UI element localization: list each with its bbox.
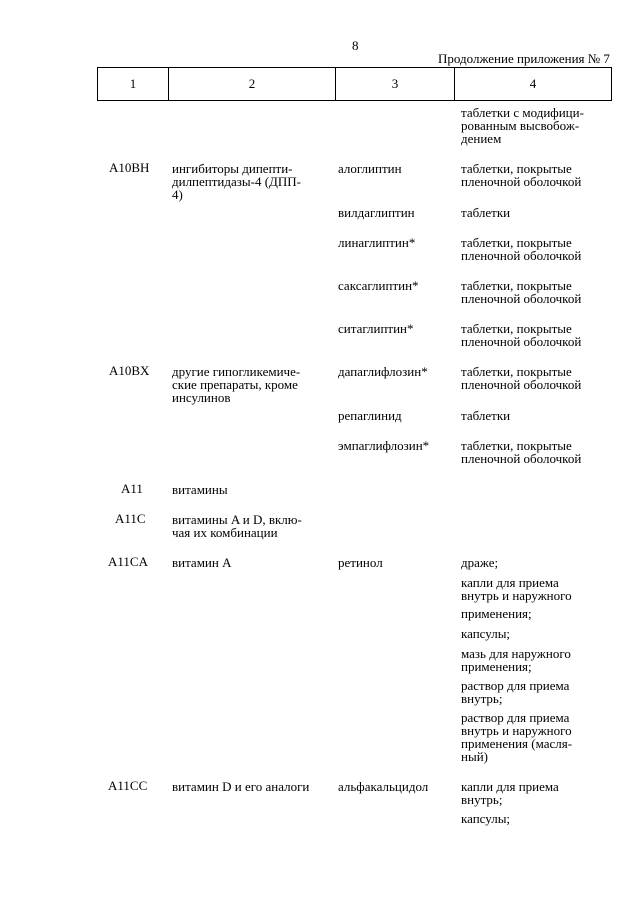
form-line: капли для приема [461,575,559,590]
col-header-1: 1 [129,76,137,91]
substance: алоглиптин [338,161,402,176]
group-line: витамины A и D, вклю- [172,512,302,527]
form-line: внутрь; [461,691,503,706]
substance: вилдаглиптин [338,205,415,220]
group-line: витамин D и его аналоги [172,779,310,794]
form-line: раствор для приема [461,678,570,693]
form-line: дением [461,131,502,146]
form-line: таблетки, покрытые [461,321,572,336]
form-line: таблетки, покрытые [461,364,572,379]
group-line: другие гипогликемиче- [172,364,301,379]
form-line: таблетки, покрытые [461,161,572,176]
form-line: пленочной оболочкой [461,334,582,349]
page-number: 8 [352,38,359,53]
form-line: капсулы; [461,626,511,641]
form-line: пленочной оболочкой [461,248,582,263]
substance: дапаглифлозин* [338,364,428,379]
substance: репаглинид [338,408,402,423]
substance: ретинол [338,555,383,570]
col-header-2: 2 [248,76,256,91]
group-line: дилпептидазы-4 (ДПП- [172,174,302,189]
form-line: таблетки, покрытые [461,438,572,453]
group-line: инсулинов [172,390,231,405]
group-line: чая их комбинации [172,525,278,540]
atc-code: A11CA [108,554,148,569]
group-line: 4) [172,187,183,202]
group-line: витамин A [172,555,232,570]
group-line: ские препараты, кроме [172,377,298,392]
substance: саксаглиптин* [338,278,419,293]
form-line: пленочной оболочкой [461,451,582,466]
form-line: внутрь и наружного [461,723,572,738]
atc-code: A10BH [109,160,150,175]
form-line: внутрь; [461,792,503,807]
atc-code: A11 [121,481,143,496]
substance: эмпаглифлозин* [338,438,430,453]
form-line: рованным высвобож- [461,118,580,133]
form-line: таблетки, покрытые [461,278,572,293]
form-line: мазь для наружного [461,646,571,661]
form-line: применения; [461,659,532,674]
form-line: пленочной оболочкой [461,174,582,189]
form-line: таблетки [461,205,511,220]
substance: ситаглиптин* [338,321,414,336]
form-line: применения (масля- [461,736,573,751]
group-line: витамины [172,482,228,497]
table-header [97,67,612,101]
form-line: применения; [461,606,532,621]
form-line: раствор для приема [461,710,570,725]
form-line: пленочной оболочкой [461,291,582,306]
atc-code: A11CC [108,778,148,793]
form-line: таблетки, покрытые [461,235,572,250]
form-line: таблетки [461,408,511,423]
substance: альфакальцидол [338,779,429,794]
form-line: ный) [461,749,488,764]
atc-code: A10BX [109,363,150,378]
form-line: драже; [461,555,499,570]
form-line: внутрь и наружного [461,588,572,603]
col-header-4: 4 [529,76,537,91]
col-header-3: 3 [391,76,399,91]
form-line: пленочной оболочкой [461,377,582,392]
form-line: капсулы; [461,811,511,826]
form-line: капли для приема [461,779,559,794]
continuation-note: Продолжение приложения № 7 [438,51,610,66]
atc-code: A11C [115,511,146,526]
group-line: ингибиторы дипепти- [172,161,293,176]
form-line: таблетки с модифици- [461,105,584,120]
substance: линаглиптин* [338,235,416,250]
